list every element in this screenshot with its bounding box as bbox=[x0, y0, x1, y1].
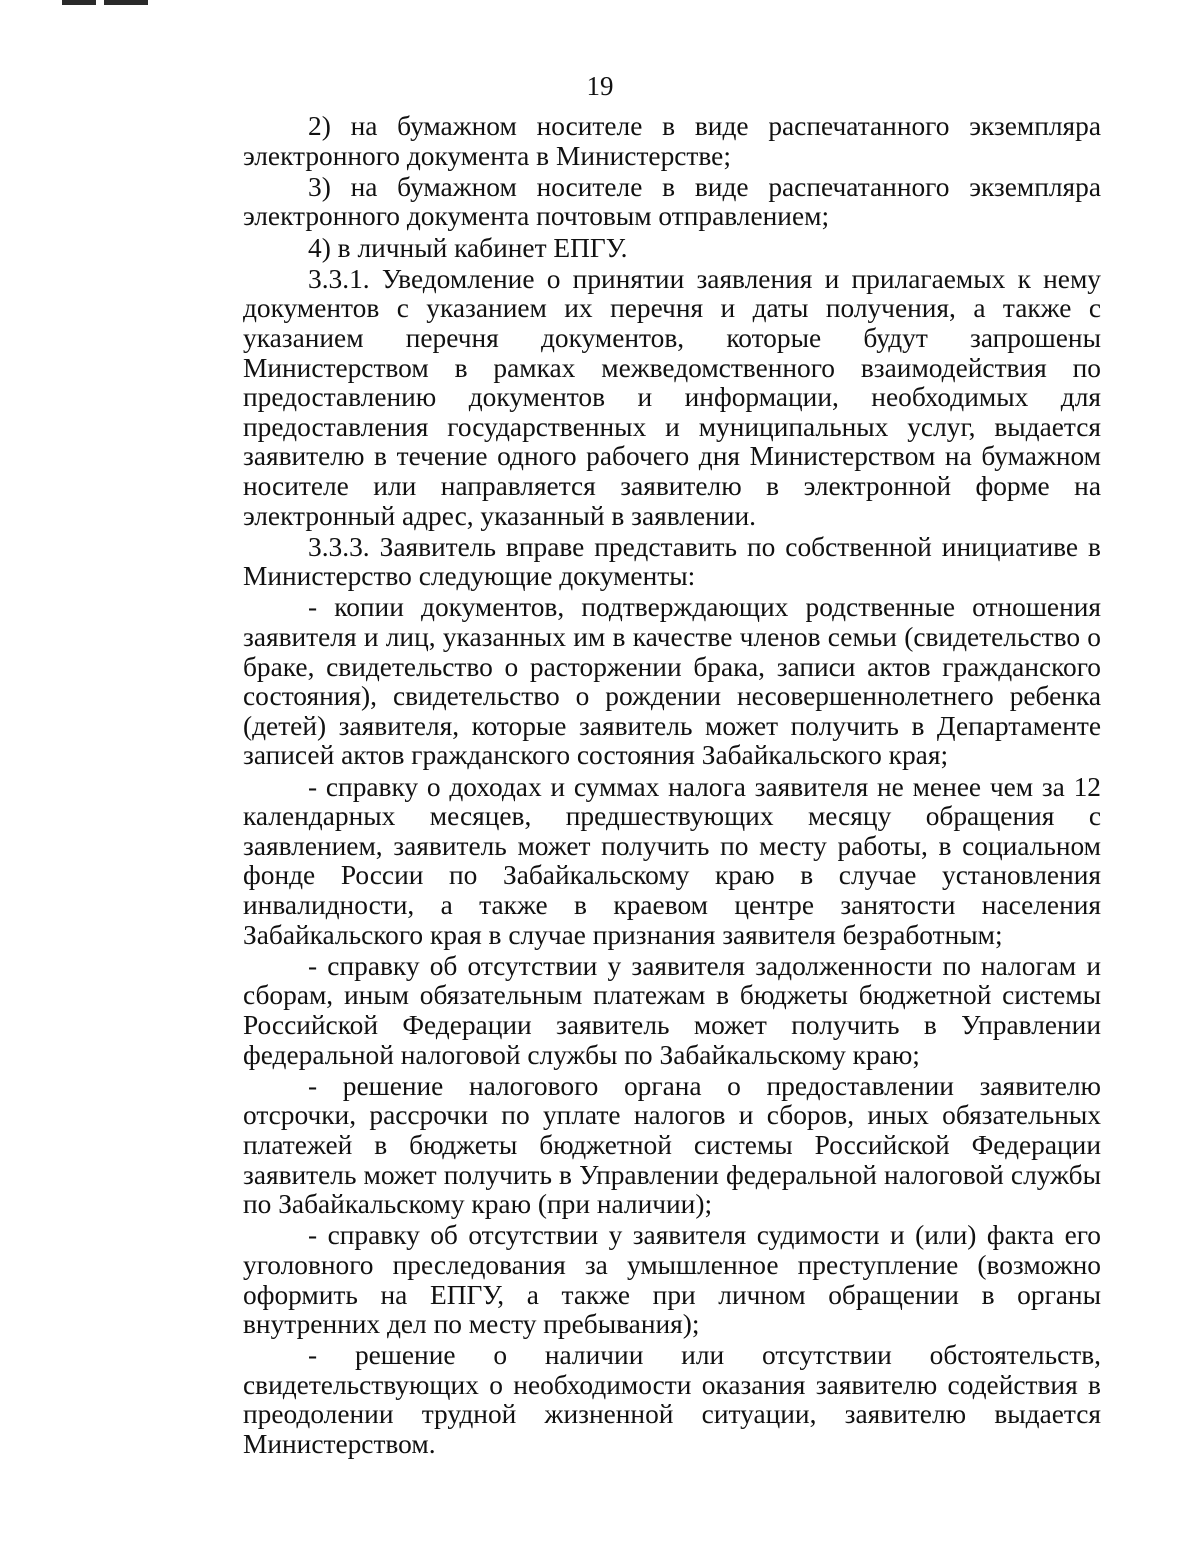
list-item-family-documents: - копии документов, подтверждающих родственные отношения заявителя и лиц, указанных им в качестве членов семьи (свидетельство о браке, свидетельство о расторжении брака, записи актов гражданского состояния), свидетельство о рождении несовершеннолетнего ребенка (детей) заявителя, которые заявитель может получить в Департаменте записей актов гражданского состояния Забайкальского края; bbox=[243, 592, 1101, 771]
paragraph-3-3-3: 3.3.3. Заявитель вправе представить по собственной инициативе в Министерство следующие документы: bbox=[243, 531, 1101, 592]
list-item-criminal-record-certificate: - справку об отсутствии у заявителя судимости и (или) факта его уголовного преследования за умышленное преступление (возможно оформить на ЕПГУ, а также при личном обращении в органы внутренних дел по месту пребывания); bbox=[243, 1220, 1101, 1340]
paragraph-item-2: 2) на бумажном носителе в виде распечатанного экземпляра электронного документа в Министерстве; bbox=[243, 111, 1101, 171]
scan-artifact bbox=[62, 0, 96, 5]
list-item-tax-debt-certificate: - справку об отсутствии у заявителя задолженности по налогам и сборам, иным обязательным платежам в бюджеты бюджетной системы Российской Федерации заявитель может получить в Управлении федеральной налоговой службы по Забайкальскому краю; bbox=[243, 950, 1101, 1070]
list-item-hardship-decision: - решение о наличии или отсутствии обстоятельств, свидетельствующих о необходимости оказания заявителю содействия в преодолении трудной жизненной ситуации, заявителю выдается Министерством. bbox=[243, 1340, 1101, 1460]
document-body bbox=[243, 112, 1101, 1461]
list-item-income-certificate: - справку о доходах и суммах налога заявителя не менее чем за 12 календарных месяцев, предшествующих месяцу обращения с заявлением, заявитель может получить по месту работы, в социальном фонде России по Забайкальскому краю в случае установления инвалидности, а также в краевом центре занятости населения Забайкальского края в случае признания заявителя безработным; bbox=[243, 771, 1101, 950]
paragraph-item-3: 3) на бумажном носителе в виде распечатанного экземпляра электронного документа почтовым отправлением; bbox=[243, 171, 1101, 232]
paragraph-3-3-1: 3.3.1. Уведомление о принятии заявления и прилагаемых к нему документов с указанием их перечня и даты получения, а также с указанием перечня документов, которые будут запрошены Министерством в рамках межведомственного взаимодействия по предоставлению документов и информации, необходимых для предоставления государственных и муниципальных услуг, выдается заявителю в течение одного рабочего дня Министерством на бумажном носителе или направляется заявителю в электронной форме на электронный адрес, указанный в заявлении. bbox=[243, 263, 1101, 531]
scan-artifact bbox=[104, 0, 148, 5]
paragraph-item-4: 4) в личный кабинет ЕПГУ. bbox=[308, 232, 628, 263]
page-number: 19 bbox=[586, 71, 614, 101]
list-item-tax-deferral-decision: - решение налогового органа о предоставлении заявителю отсрочки, рассрочки по уплате налогов и сборов, иных обязательных платежей в бюджеты бюджетной системы Российской Федерации заявитель может получить в Управлении федеральной налоговой службы по Забайкальскому краю (при наличии); bbox=[243, 1070, 1101, 1220]
